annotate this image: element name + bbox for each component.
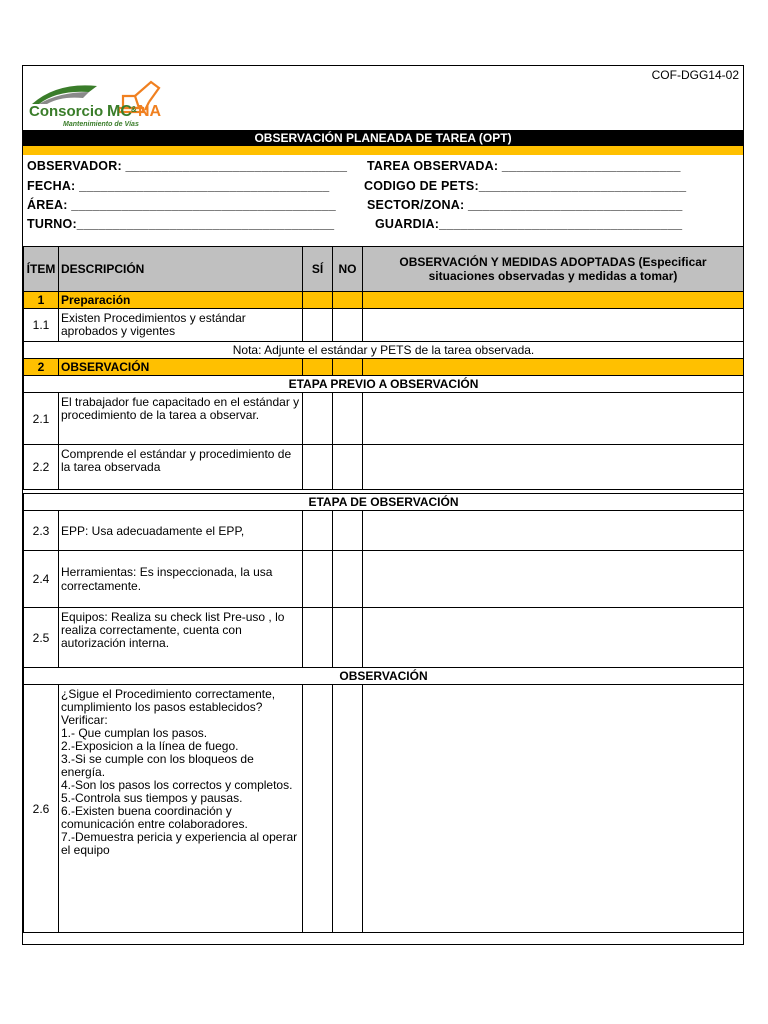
guard-field[interactable]: GUARDIA:__________________________________ bbox=[375, 217, 683, 231]
stage-heading: ETAPA PREVIO A OBSERVACIÓN bbox=[24, 376, 744, 393]
no-checkbox[interactable] bbox=[333, 393, 363, 445]
item-line: 2.-Exposicion a la línea de fuego. bbox=[61, 739, 239, 753]
yes-cell bbox=[303, 292, 333, 309]
shift-field[interactable]: TURNO:____________________________________ bbox=[27, 217, 335, 231]
observation-input[interactable] bbox=[363, 309, 744, 342]
stage-row bbox=[24, 668, 744, 685]
yes-cell bbox=[303, 359, 333, 376]
item-number: 2.5 bbox=[24, 608, 59, 668]
yes-checkbox[interactable] bbox=[303, 511, 333, 551]
observation-input[interactable] bbox=[363, 445, 744, 490]
item-number: 2.4 bbox=[24, 551, 59, 608]
stage-heading: ETAPA DE OBSERVACIÓN bbox=[24, 494, 744, 511]
yes-checkbox[interactable] bbox=[303, 685, 333, 933]
header-no: NO bbox=[333, 247, 363, 292]
item-number: 2.1 bbox=[24, 393, 59, 445]
header-description: DESCRIPCIÓN bbox=[59, 247, 303, 292]
svg-text:MC: MC bbox=[107, 103, 132, 120]
checklist-table bbox=[23, 246, 744, 933]
yes-checkbox[interactable] bbox=[303, 608, 333, 668]
item-description: Equipos: Realiza su check list Pre-uso , lo realiza correctamente, cuenta con autorización interna. bbox=[59, 608, 303, 668]
stage-row bbox=[24, 376, 744, 393]
yes-checkbox[interactable] bbox=[303, 309, 333, 342]
item-description: Comprende el estándar y procedimiento de la tarea observada bbox=[59, 445, 303, 490]
stage-row bbox=[24, 494, 744, 511]
section-label: Preparación bbox=[59, 292, 303, 309]
svg-text:Mantenimiento de Vías: Mantenimiento de Vías bbox=[63, 121, 139, 128]
observer-field[interactable]: OBSERVADOR: _______________________________ bbox=[27, 159, 348, 173]
svg-text:Consorcio: Consorcio bbox=[29, 103, 104, 120]
item-description: Herramientas: Es inspeccionada, la usa correctamente. bbox=[59, 551, 303, 608]
section-number: 2 bbox=[24, 359, 59, 376]
item-line: 5.-Controla sus tiempos y pausas. bbox=[61, 791, 243, 805]
no-checkbox[interactable] bbox=[333, 511, 363, 551]
sector-zone-field[interactable]: SECTOR/ZONA: ______________________________ bbox=[367, 198, 683, 212]
item-description bbox=[59, 685, 303, 933]
header-item: ÍTEM bbox=[24, 247, 59, 292]
item-number: 2.6 bbox=[24, 685, 59, 933]
no-checkbox[interactable] bbox=[333, 685, 363, 933]
observation-input[interactable] bbox=[363, 551, 744, 608]
item-line: ¿Sigue el Procedimiento correctamente, cumplimiento los pasos establecidos? bbox=[61, 687, 276, 714]
table-row bbox=[24, 309, 744, 342]
table-row bbox=[24, 393, 744, 445]
area-field[interactable]: ÁREA: _____________________________________ bbox=[27, 198, 336, 212]
note-text: Nota: Adjunte el estándar y PETS de la tarea observada. bbox=[24, 342, 744, 359]
stage-heading: OBSERVACIÓN bbox=[24, 668, 744, 685]
yes-checkbox[interactable] bbox=[303, 445, 333, 490]
yes-checkbox[interactable] bbox=[303, 551, 333, 608]
observation-input[interactable] bbox=[363, 393, 744, 445]
table-row bbox=[24, 608, 744, 668]
item-line: 3.-Si se cumple con los bloqueos de energía. bbox=[61, 752, 254, 779]
section-label: OBSERVACIÓN bbox=[59, 359, 303, 376]
svg-text:NA: NA bbox=[138, 103, 162, 120]
observation-input[interactable] bbox=[363, 511, 744, 551]
yes-checkbox[interactable] bbox=[303, 393, 333, 445]
table-row bbox=[24, 445, 744, 490]
pets-code-field[interactable]: CODIGO DE PETS:_____________________________ bbox=[364, 179, 687, 193]
observation-input[interactable] bbox=[363, 608, 744, 668]
company-logo bbox=[27, 74, 187, 134]
no-checkbox[interactable] bbox=[333, 445, 363, 490]
header-yes: SÍ bbox=[303, 247, 333, 292]
table-row bbox=[24, 685, 744, 933]
form-sheet bbox=[22, 65, 744, 945]
no-checkbox[interactable] bbox=[333, 608, 363, 668]
item-line: 6.-Existen buena coordinación y comunicación entre colaboradores. bbox=[61, 804, 248, 831]
item-description: El trabajador fue capacitado en el estándar y procedimiento de la tarea a observar. bbox=[59, 393, 303, 445]
observation-cell bbox=[363, 292, 744, 309]
section-row bbox=[24, 359, 744, 376]
item-line: 1.- Que cumplan los pasos. bbox=[61, 726, 208, 740]
form-title: OBSERVACIÓN PLANEADA DE TAREA (OPT) bbox=[23, 130, 743, 146]
no-cell bbox=[333, 292, 363, 309]
document-code: COF-DGG14-02 bbox=[651, 68, 739, 82]
item-number: 1.1 bbox=[24, 309, 59, 342]
header-observations: OBSERVACIÓN Y MEDIDAS ADOPTADAS (Especificar situaciones observadas y medidas a tomar) bbox=[363, 247, 744, 292]
table-row bbox=[24, 511, 744, 551]
item-description: Existen Procedimientos y estándar aprobados y vigentes bbox=[59, 309, 303, 342]
table-row bbox=[24, 551, 744, 608]
no-checkbox[interactable] bbox=[333, 551, 363, 608]
yellow-band bbox=[23, 146, 743, 155]
no-checkbox[interactable] bbox=[333, 309, 363, 342]
date-field[interactable]: FECHA: ___________________________________ bbox=[27, 179, 330, 193]
table-header bbox=[24, 247, 744, 292]
item-line: 4.-Son los pasos los correctos y completos. bbox=[61, 778, 293, 792]
item-description: EPP: Usa adecuadamente el EPP, bbox=[59, 511, 303, 551]
item-number: 2.3 bbox=[24, 511, 59, 551]
observation-cell bbox=[363, 359, 744, 376]
item-number: 2.2 bbox=[24, 445, 59, 490]
item-line: 7.-Demuestra pericia y experiencia al operar el equipo bbox=[61, 830, 298, 857]
note-row bbox=[24, 342, 744, 359]
section-number: 1 bbox=[24, 292, 59, 309]
section-row bbox=[24, 292, 744, 309]
item-line: Verificar: bbox=[61, 713, 108, 727]
observation-input[interactable] bbox=[363, 685, 744, 933]
excavator-logo-icon bbox=[27, 74, 187, 134]
svg-text:&: & bbox=[131, 105, 137, 114]
observed-task-field[interactable]: TAREA OBSERVADA: _________________________ bbox=[367, 159, 681, 173]
no-cell bbox=[333, 359, 363, 376]
